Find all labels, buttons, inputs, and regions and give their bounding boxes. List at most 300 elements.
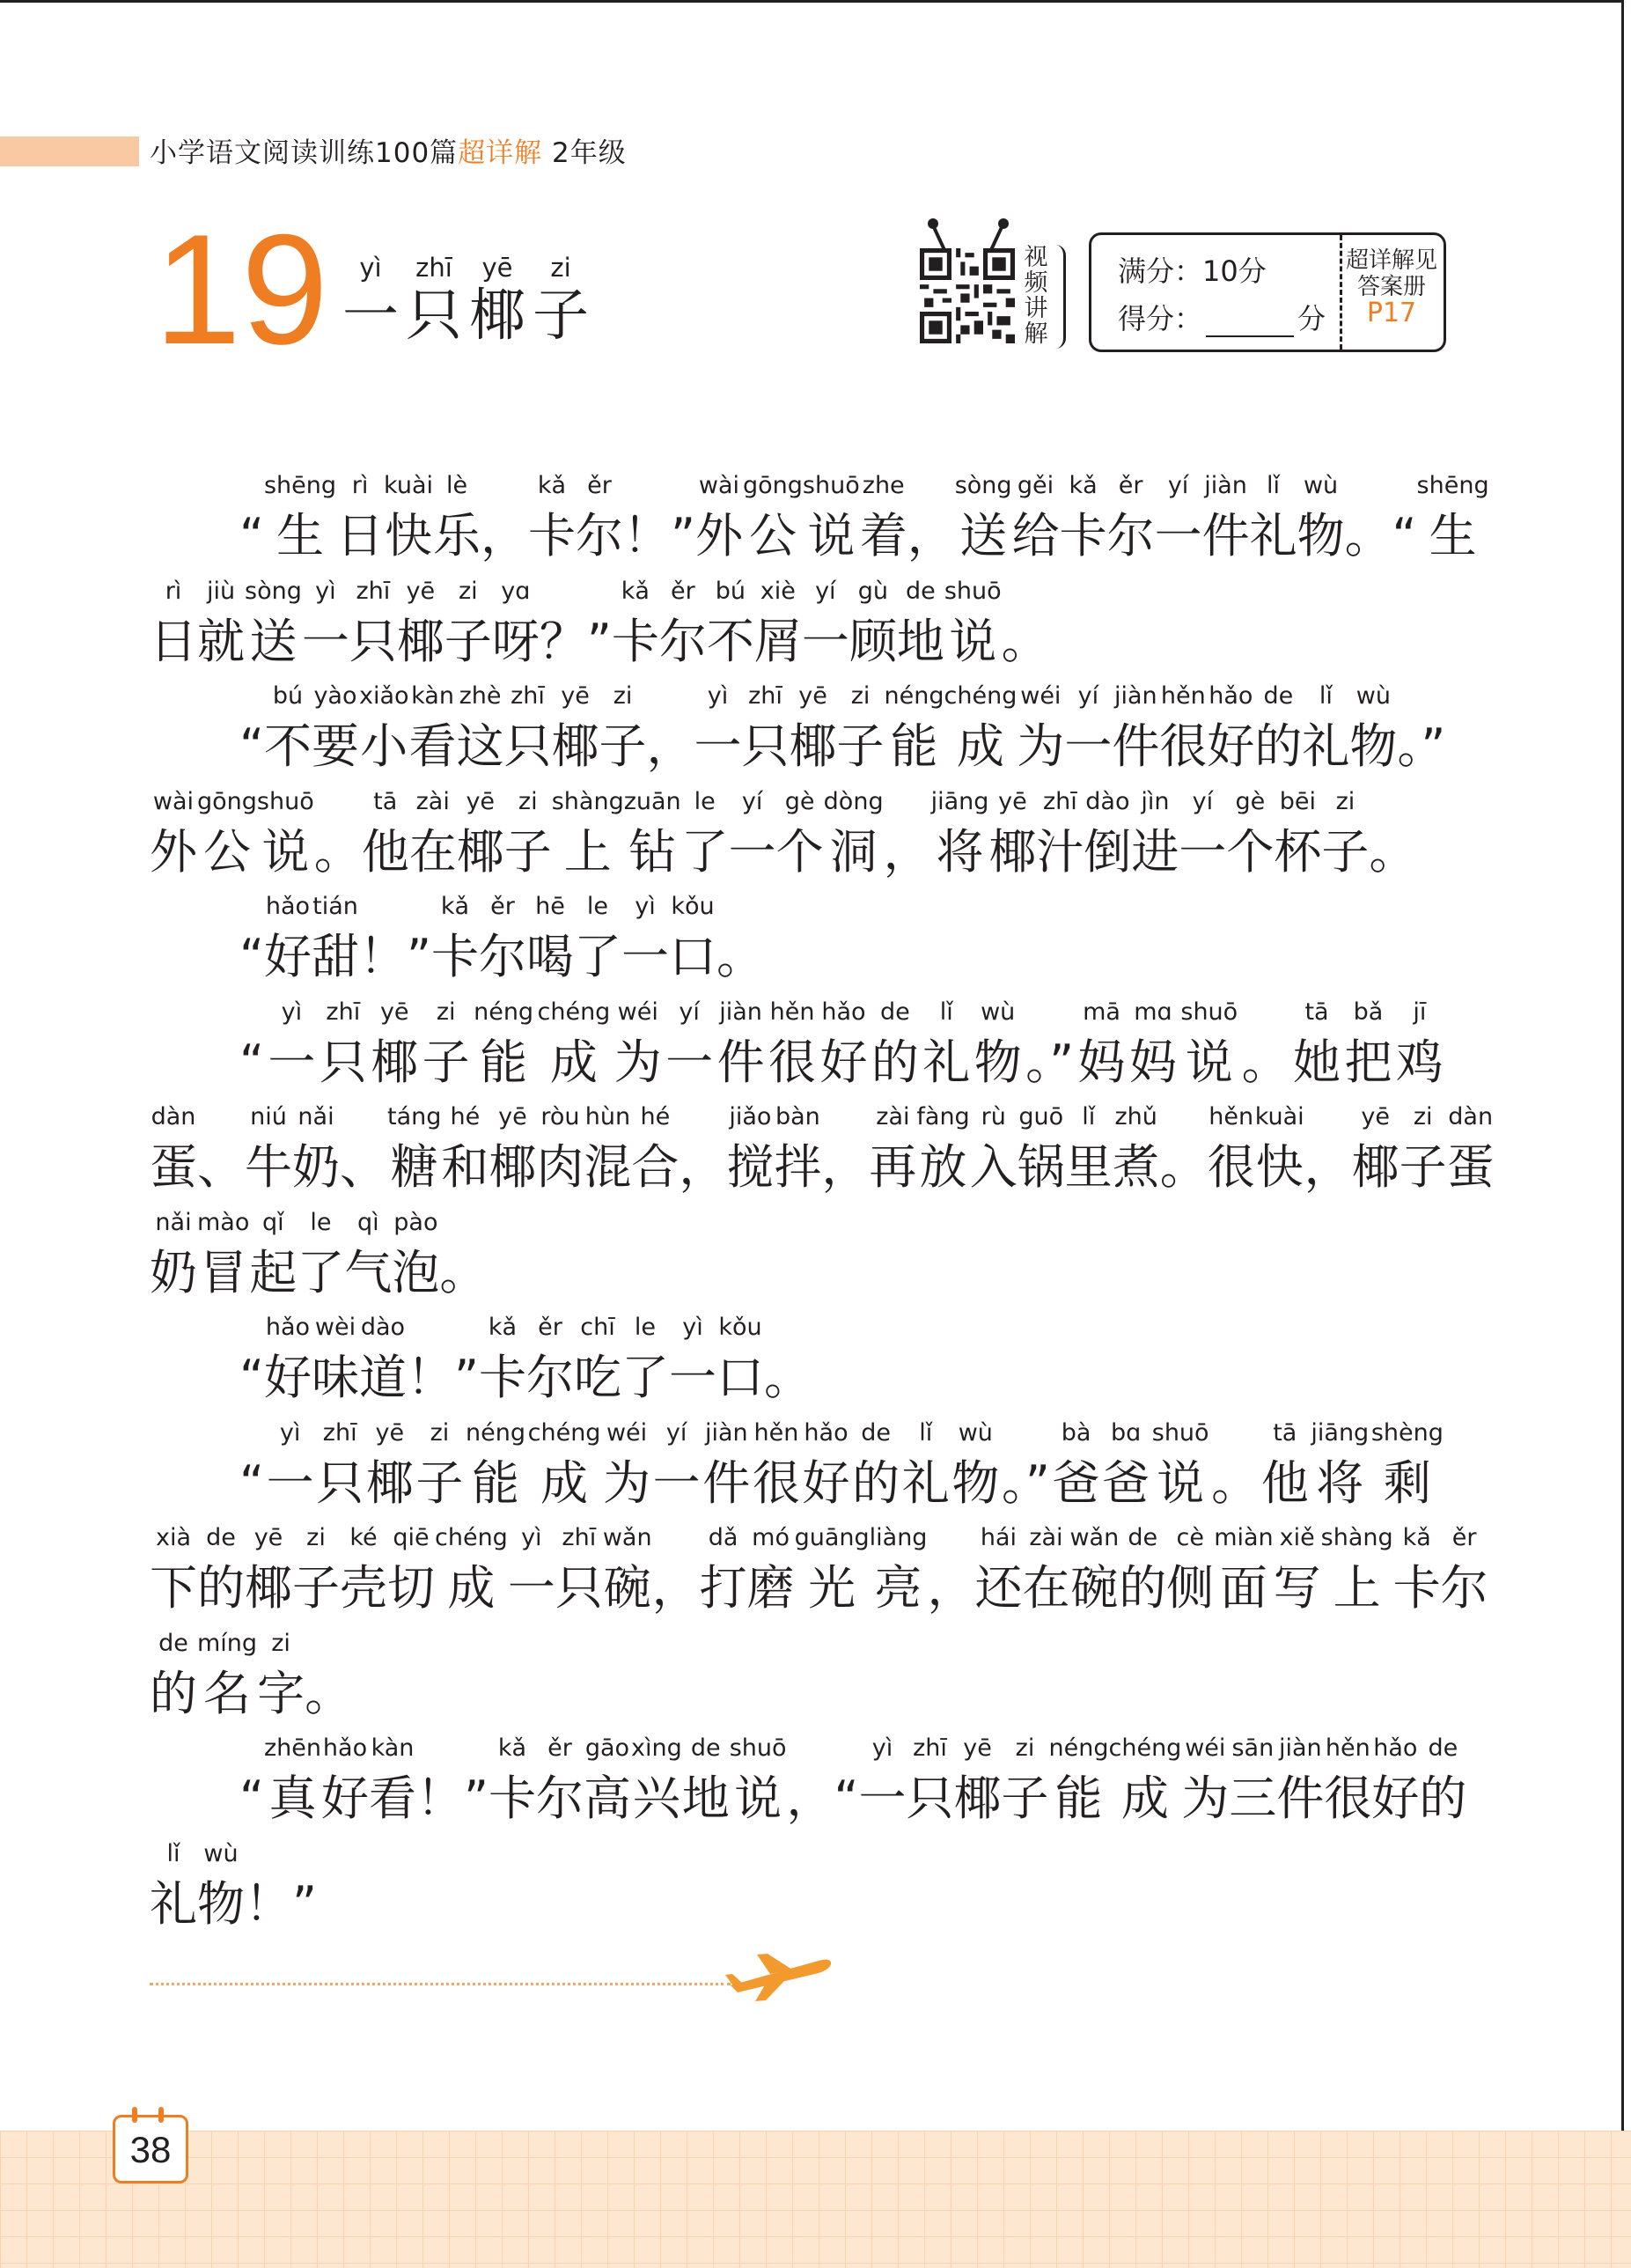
score-box	[1089, 232, 1446, 352]
punctuation	[245, 1837, 317, 1937]
pinyin: xiè	[760, 577, 796, 605]
pinyin: yí	[1167, 472, 1189, 499]
hanzi: 快	[1255, 1139, 1304, 1195]
ruby-char	[954, 1731, 1002, 1831]
ruby-char	[1293, 995, 1341, 1095]
ruby-char	[1371, 1731, 1419, 1831]
score-blank[interactable]	[1206, 309, 1294, 337]
ruby-char	[387, 1521, 435, 1621]
hanzi: 件	[702, 1454, 751, 1511]
hanzi: 一	[301, 613, 349, 669]
pinyin: yí	[1192, 787, 1214, 815]
pinyin: dòng	[823, 787, 884, 815]
pinyin: hǎo	[821, 998, 866, 1026]
hanzi: 子	[1399, 1139, 1447, 1195]
hanzi: 爸	[1102, 1454, 1150, 1511]
punctuation	[1160, 1100, 1208, 1200]
ruby-char	[1107, 468, 1155, 569]
hanzi: 这	[456, 718, 504, 774]
ruby-char	[871, 995, 919, 1095]
hanzi: 只	[349, 613, 397, 669]
pinyin: wèi	[314, 1314, 356, 1341]
ruby-char	[681, 784, 729, 885]
pinyin: de	[690, 1734, 721, 1762]
pinyin: yì	[707, 682, 729, 710]
pinyin: bàn	[775, 1103, 820, 1130]
hanzi: 不	[263, 718, 312, 774]
hanzi: 。	[1211, 1454, 1260, 1511]
pinyin: hěn	[1325, 1734, 1370, 1762]
ruby-char	[1036, 784, 1084, 885]
pinyin: lǐ	[1082, 1103, 1096, 1130]
pinyin: gè	[784, 787, 815, 815]
pinyin: zài	[876, 1103, 910, 1130]
pinyin: kǎ	[1069, 472, 1098, 499]
pinyin: zi	[850, 682, 871, 710]
ruby-char	[695, 468, 743, 569]
qr-code-icon[interactable]	[920, 248, 1015, 343]
ruby-char	[245, 574, 302, 674]
pinyin: mɑ	[1134, 998, 1172, 1026]
ruby-char	[624, 784, 681, 885]
hanzi: 打	[699, 1560, 747, 1616]
punctuation	[623, 468, 695, 569]
ruby-char	[852, 1416, 900, 1516]
pinyin: de	[206, 1524, 236, 1551]
pinyin: jiù	[206, 577, 236, 605]
punctuation	[239, 1416, 264, 1516]
pinyin: hǎo	[265, 893, 311, 920]
hanzi: 椰	[245, 1560, 292, 1616]
ruby-char	[897, 574, 944, 674]
hanzi: 子	[415, 1454, 464, 1511]
lesson-title	[339, 251, 592, 348]
ruby-char	[1180, 995, 1238, 1095]
ruby-char	[1352, 1100, 1400, 1200]
pinyin: bɑ	[1111, 1418, 1142, 1447]
hanzi: 很	[1207, 1139, 1255, 1195]
pinyin: yē	[998, 787, 1027, 815]
hanzi: 成	[549, 1034, 598, 1090]
hanzi: ，	[907, 508, 955, 563]
ruby-char	[433, 468, 481, 569]
hanzi: 把	[1344, 1034, 1392, 1090]
ruby-char	[726, 1100, 774, 1200]
hanzi: 为	[1181, 1771, 1230, 1826]
hanzi: 。	[1241, 1034, 1289, 1090]
hanzi: 说	[807, 508, 856, 563]
ruby-char	[1344, 995, 1392, 1095]
pinyin: zi	[436, 998, 456, 1026]
ruby-char	[197, 1626, 257, 1727]
ruby-char	[612, 574, 659, 674]
pinyin: wǎn	[602, 1524, 652, 1551]
ruby-char	[526, 889, 574, 990]
hanzi: 她	[1293, 1034, 1341, 1090]
punctuation	[439, 1205, 487, 1306]
ruby-char	[1112, 679, 1159, 779]
pinyin: rì	[165, 577, 182, 605]
ruby-char	[1311, 1416, 1369, 1516]
hanzi: 的	[1254, 718, 1303, 774]
ruby-char	[1109, 1731, 1182, 1831]
pinyin: yí	[679, 998, 700, 1026]
ruby-char	[150, 1205, 197, 1306]
ruby-char	[716, 1310, 764, 1410]
hanzi: ！”	[245, 1875, 317, 1932]
pinyin: shēng	[1416, 472, 1489, 499]
pinyin: hǎo	[1373, 1734, 1418, 1762]
pinyin: yē	[498, 1103, 527, 1130]
ruby-char	[631, 1100, 679, 1200]
story-line	[239, 1416, 1444, 1516]
pinyin: néng	[466, 1418, 526, 1447]
ruby-char	[415, 1416, 463, 1516]
ruby-char	[150, 1521, 197, 1621]
pinyin: sān	[1231, 1734, 1275, 1762]
hanzi: 了	[297, 1244, 345, 1300]
ruby-char	[1371, 1416, 1444, 1516]
hanzi: 。	[439, 1244, 488, 1300]
hanzi: 的	[197, 1560, 245, 1616]
hanzi: 真	[268, 1771, 317, 1826]
hanzi: 上	[563, 823, 612, 880]
pinyin: shàng	[1320, 1524, 1393, 1551]
pinyin: zhī	[913, 1734, 947, 1762]
ruby-char	[1250, 468, 1297, 569]
ruby-char	[754, 574, 802, 674]
hanzi: 搅	[726, 1139, 775, 1195]
punctuation	[540, 574, 612, 674]
ruby-char	[1131, 784, 1179, 885]
hanzi: 一	[665, 1034, 714, 1090]
hanzi: 好	[802, 1454, 850, 1511]
ruby-char	[1261, 1416, 1309, 1516]
pinyin: xiǎo	[358, 682, 409, 710]
story-line	[150, 1521, 1488, 1621]
hanzi: 一	[652, 1454, 701, 1511]
title-pinyin: zi	[550, 253, 571, 283]
pinyin: kǒu	[718, 1314, 762, 1341]
pinyin: jiàn	[1114, 682, 1157, 710]
ruby-char	[264, 889, 312, 990]
pinyin: jiàn	[1278, 1734, 1322, 1762]
hanzi: 子	[444, 613, 492, 669]
hanzi: 说	[1185, 1034, 1233, 1090]
hanzi: 成	[1120, 1771, 1169, 1826]
hanzi: 一	[1064, 718, 1113, 774]
hanzi: 为	[1017, 718, 1065, 774]
pinyin: zi	[613, 682, 633, 710]
pinyin: gè	[1235, 787, 1266, 815]
ruby-char	[1084, 784, 1131, 885]
pinyin: wù	[203, 1839, 239, 1867]
ruby-char	[1064, 679, 1112, 779]
ruby-char	[267, 1416, 314, 1516]
ruby-char	[349, 574, 397, 674]
hanzi: 尔	[576, 508, 623, 563]
hanzi: 卡	[430, 929, 479, 984]
ruby-char	[819, 995, 867, 1095]
hanzi: 为	[613, 1034, 662, 1090]
pinyin: yì	[871, 1734, 893, 1762]
ruby-char	[603, 1416, 650, 1516]
hanzi: 一	[1179, 823, 1227, 880]
pinyin: chéng	[1108, 1734, 1182, 1762]
hanzi: ，	[679, 1139, 727, 1195]
hanzi: 好	[819, 1034, 868, 1090]
ruby-char	[264, 1310, 312, 1410]
video-bracket	[1053, 245, 1066, 349]
punctuation	[884, 784, 931, 885]
pinyin: zhè	[459, 682, 502, 710]
hanzi: 杯	[1274, 823, 1322, 880]
ruby-char	[717, 995, 765, 1095]
ruby-char	[988, 784, 1036, 885]
hanzi: 还	[974, 1560, 1023, 1616]
pinyin: de	[158, 1629, 188, 1657]
pinyin: ròu	[540, 1103, 580, 1130]
book-accent: 超详解	[458, 137, 543, 169]
ruby-char	[150, 784, 197, 885]
hanzi: 里	[1064, 1139, 1113, 1195]
pinyin: dàn	[1448, 1103, 1494, 1130]
ruby-char	[344, 1205, 392, 1306]
ruby-char	[1078, 995, 1126, 1095]
title-hanzi: 子	[533, 284, 589, 349]
ruby-char	[1053, 1416, 1100, 1516]
pinyin: dào	[1085, 787, 1130, 815]
hanzi: 他	[361, 823, 409, 880]
hanzi: 顾	[849, 613, 897, 669]
hanzi: 看	[369, 1771, 416, 1826]
hanzi: 切	[387, 1560, 435, 1616]
pinyin: niú	[250, 1103, 287, 1130]
ruby-char	[397, 574, 444, 674]
ruby-char	[1119, 1521, 1166, 1621]
hanzi: ，	[821, 1139, 870, 1195]
ruby-char	[907, 1731, 954, 1831]
hanzi: “	[239, 1454, 264, 1511]
pinyin: zhēn	[263, 1734, 321, 1762]
pinyin: mā	[1083, 998, 1120, 1026]
ruby-char	[474, 995, 533, 1095]
punctuation	[314, 784, 362, 885]
ruby-char	[1400, 1100, 1447, 1200]
pinyin: nǎi	[298, 1103, 334, 1130]
ruby-char	[944, 574, 1002, 674]
ruby-char	[536, 1100, 584, 1200]
hanzi: 卡	[1392, 1560, 1441, 1616]
hanzi: 碗	[1070, 1560, 1119, 1616]
pinyin: wài	[152, 787, 195, 815]
hanzi: 好	[263, 1350, 312, 1405]
pinyin: wù	[981, 998, 1016, 1026]
pinyin: cè	[1176, 1524, 1204, 1551]
pinyin: le	[310, 1208, 332, 1236]
pinyin: chéng	[435, 1524, 508, 1551]
ruby-char	[621, 889, 669, 990]
hanzi: 剩	[1383, 1454, 1431, 1511]
hanzi: 。	[763, 1350, 812, 1405]
hanzi: 侧	[1166, 1560, 1215, 1616]
hanzi: ？”	[539, 613, 612, 669]
pinyin: zhī	[326, 998, 361, 1026]
hanzi: 物	[1297, 508, 1345, 563]
ruby-char	[366, 1416, 414, 1516]
hanzi: 鸡	[1395, 1034, 1444, 1090]
ruby-char	[1166, 1521, 1214, 1621]
punctuation	[1002, 574, 1049, 674]
title-char	[529, 251, 592, 348]
hanzi: 。”	[1025, 1034, 1075, 1090]
hanzi: 蛋	[150, 1139, 197, 1195]
hanzi: 外	[150, 823, 197, 880]
hanzi: 不	[706, 613, 754, 669]
hanzi: “	[239, 1034, 264, 1090]
pinyin: kǎ	[621, 577, 650, 605]
pinyin: shàng	[551, 787, 624, 815]
punctuation	[652, 1521, 700, 1621]
pinyin: ěr	[587, 472, 612, 499]
hanzi: 。	[305, 1665, 353, 1721]
ruby-char	[970, 1100, 1018, 1200]
pinyin: ěr	[490, 893, 515, 920]
ruby-char	[1102, 1416, 1150, 1516]
pinyin: jiāng	[930, 787, 989, 815]
hanzi: 一	[1154, 508, 1202, 563]
punctuation	[416, 1731, 489, 1831]
title-pinyin: yì	[359, 253, 382, 283]
score-label: 得分：	[1118, 302, 1203, 335]
hanzi: 好	[321, 1771, 369, 1826]
hanzi: 尔	[525, 1350, 574, 1405]
pinyin: bǎ	[1353, 998, 1384, 1026]
ruby-char	[694, 679, 742, 779]
answer-ref-line1: 超详解见	[1345, 247, 1437, 274]
pinyin: wù	[1355, 682, 1391, 710]
hanzi: 气	[344, 1244, 393, 1300]
ruby-char	[552, 679, 599, 779]
ruby-char	[292, 1521, 340, 1621]
pinyin: shuō	[729, 1734, 787, 1762]
pinyin: hěn	[753, 1418, 799, 1447]
answer-ref-line2: 答案册	[1356, 274, 1426, 300]
hanzi: “	[239, 718, 264, 774]
ruby-char	[1302, 679, 1349, 779]
hanzi: 礼	[922, 1034, 971, 1090]
ruby-char	[264, 679, 312, 779]
ruby-char	[489, 1100, 536, 1200]
pinyin: gāo	[584, 1734, 630, 1762]
hanzi: 将	[1316, 1454, 1364, 1511]
hanzi: 一	[266, 1454, 314, 1511]
ruby-char	[1393, 1521, 1441, 1621]
ruby-char	[1297, 468, 1345, 569]
hanzi: 和	[441, 1139, 489, 1195]
pinyin: lǐ	[1319, 682, 1333, 710]
hanzi: ，	[651, 1560, 700, 1616]
pinyin: zi	[518, 787, 538, 815]
story-line	[239, 679, 1444, 779]
pinyin: wǎn	[1069, 1524, 1120, 1551]
hanzi: 生	[276, 508, 324, 563]
ruby-char	[444, 574, 492, 674]
ruby-char	[1417, 468, 1489, 569]
ruby-char	[795, 1521, 870, 1621]
ruby-char	[860, 468, 907, 569]
hanzi: 蛋	[1446, 1139, 1495, 1195]
ruby-char	[1155, 468, 1202, 569]
pinyin: tā	[373, 787, 398, 815]
ruby-char	[264, 468, 336, 569]
ruby-char	[790, 679, 837, 779]
pinyin: zi	[459, 577, 478, 605]
pinyin: miàn	[1214, 1524, 1274, 1551]
ruby-char	[1274, 1521, 1321, 1621]
hanzi: 的	[1119, 1560, 1167, 1616]
ruby-char	[1321, 1521, 1393, 1621]
video-explanation-label[interactable]	[1023, 245, 1049, 347]
hanzi: 入	[969, 1139, 1018, 1195]
story-line	[239, 468, 1489, 569]
hanzi: 子	[1321, 823, 1370, 880]
ruby-char	[197, 1837, 245, 1937]
hanzi: 洞	[829, 823, 878, 880]
punctuation	[679, 1100, 726, 1200]
ruby-char	[1065, 1100, 1113, 1200]
pinyin: guāng	[794, 1524, 870, 1551]
hanzi: 进	[1131, 823, 1179, 880]
ruby-char	[682, 1731, 730, 1831]
hanzi: “	[239, 929, 264, 984]
hanzi: 快	[385, 508, 433, 563]
hanzi: 小	[360, 718, 408, 774]
punctuation	[647, 679, 694, 779]
page-number: 38	[129, 2129, 172, 2170]
title-hanzi: 椰	[469, 284, 525, 349]
hanzi: 屑	[753, 613, 802, 669]
ruby-char	[955, 468, 1012, 569]
score-unit: 分	[1297, 302, 1326, 335]
ruby-char	[336, 468, 384, 569]
ruby-char	[859, 1731, 907, 1831]
hanzi: 卡	[478, 1350, 526, 1405]
ruby-char	[359, 1310, 407, 1410]
pinyin: ěr	[670, 577, 695, 605]
ruby-char	[665, 995, 713, 1095]
ruby-char	[614, 995, 662, 1095]
pinyin: lè	[445, 472, 468, 499]
ruby-char	[422, 995, 470, 1095]
pinyin: zi	[271, 1629, 290, 1657]
ruby-char	[1202, 468, 1250, 569]
punctuation	[821, 1100, 869, 1200]
lesson-number: 19	[154, 202, 328, 377]
story-line	[150, 1626, 353, 1727]
pinyin: yē	[379, 998, 409, 1026]
ruby-char	[431, 889, 479, 990]
ruby-char	[435, 1521, 508, 1621]
hanzi: 口	[668, 929, 716, 984]
ruby-char	[603, 1521, 652, 1621]
pinyin: gù	[857, 577, 888, 605]
pinyin: lǐ	[1267, 472, 1281, 499]
hanzi: 只	[503, 718, 552, 774]
hanzi: 说	[734, 1771, 782, 1826]
hanzi: ！”	[358, 929, 431, 984]
pinyin: hěn	[1160, 682, 1206, 710]
